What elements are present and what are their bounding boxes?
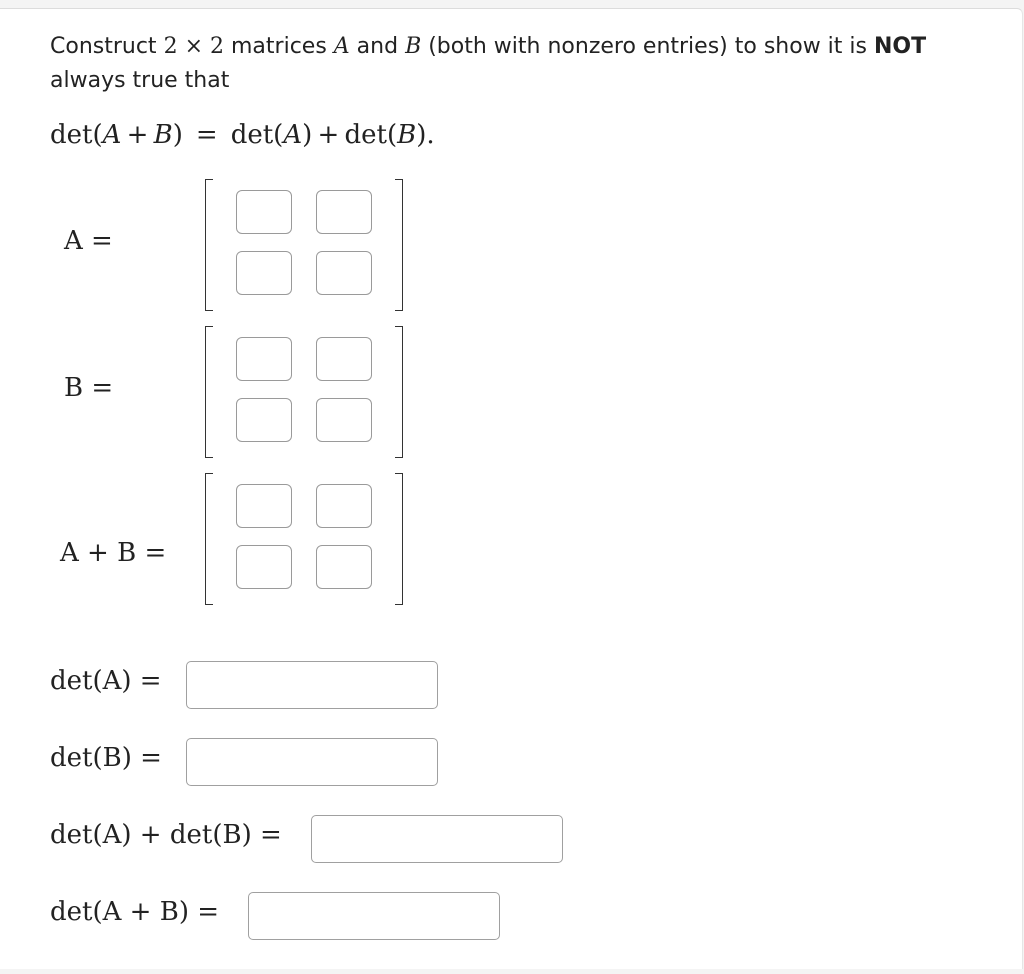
matrix-a-cell-12[interactable] [316, 190, 372, 234]
det-b-input[interactable] [186, 738, 438, 786]
eq-variable: A [102, 120, 122, 150]
det-operator: det [344, 120, 387, 150]
matrix-sum-cell-12[interactable] [316, 484, 372, 528]
determinant-equation: det(A + B) = det(A) + det(B). [50, 120, 435, 150]
det-b-label: det(B) = [50, 743, 162, 773]
matrix-b-cell-11[interactable] [236, 337, 292, 381]
prompt-text: Construct [50, 34, 164, 59]
left-bracket [205, 473, 213, 605]
matrix-sum-label: A + B = [60, 538, 167, 568]
prompt-emphasis: NOT [873, 34, 927, 59]
matrix-b-cell-21[interactable] [236, 398, 292, 442]
det-a-input[interactable] [186, 661, 438, 709]
prompt-text: and [349, 34, 406, 59]
det-of-sum-label: det(A + B) = [50, 897, 220, 927]
matrix-a-label: A = [64, 226, 113, 256]
right-bracket [395, 179, 403, 311]
prompt-text: (both with nonzero entries) to show it is [421, 34, 874, 59]
prompt-text: always true that [50, 68, 230, 93]
period: . [426, 120, 435, 150]
right-bracket [395, 326, 403, 458]
det-of-sum-input[interactable] [248, 892, 500, 940]
matrix-b [205, 326, 403, 458]
matrix-b-cell-22[interactable] [316, 398, 372, 442]
eq-variable: A [283, 120, 303, 150]
matrix-a-cell-21[interactable] [236, 251, 292, 295]
plus-symbol: + [317, 120, 340, 150]
matrix-b-cell-12[interactable] [316, 337, 372, 381]
prompt-text: matrices [224, 34, 334, 59]
left-bracket [205, 179, 213, 311]
matrix-sum-cell-21[interactable] [236, 545, 292, 589]
prompt-variable: B [405, 34, 422, 59]
det-operator: det [230, 120, 274, 150]
eq-variable: B [153, 120, 173, 150]
det-sum-input[interactable] [311, 815, 563, 863]
matrix-a-cell-11[interactable] [236, 190, 292, 234]
plus-symbol: + [126, 120, 149, 150]
eq-variable: B [397, 120, 417, 150]
prompt-variable: A [333, 34, 350, 59]
matrix-a-cell-22[interactable] [316, 251, 372, 295]
det-operator: det [50, 120, 93, 150]
matrix-sum-cell-22[interactable] [316, 545, 372, 589]
matrix-a [205, 179, 403, 311]
det-sum-label: det(A) + det(B) = [50, 820, 282, 850]
question-prompt [50, 30, 990, 98]
matrix-sum [205, 473, 403, 605]
matrix-sum-cell-11[interactable] [236, 484, 292, 528]
times-symbol: × [184, 34, 203, 59]
left-bracket [205, 326, 213, 458]
prompt-number: 2 [210, 34, 224, 59]
matrix-b-label: B = [64, 373, 114, 403]
det-a-label: det(A) = [50, 666, 162, 696]
right-bracket [395, 473, 403, 605]
prompt-number: 2 [163, 34, 178, 59]
equals-symbol: = [195, 120, 218, 150]
